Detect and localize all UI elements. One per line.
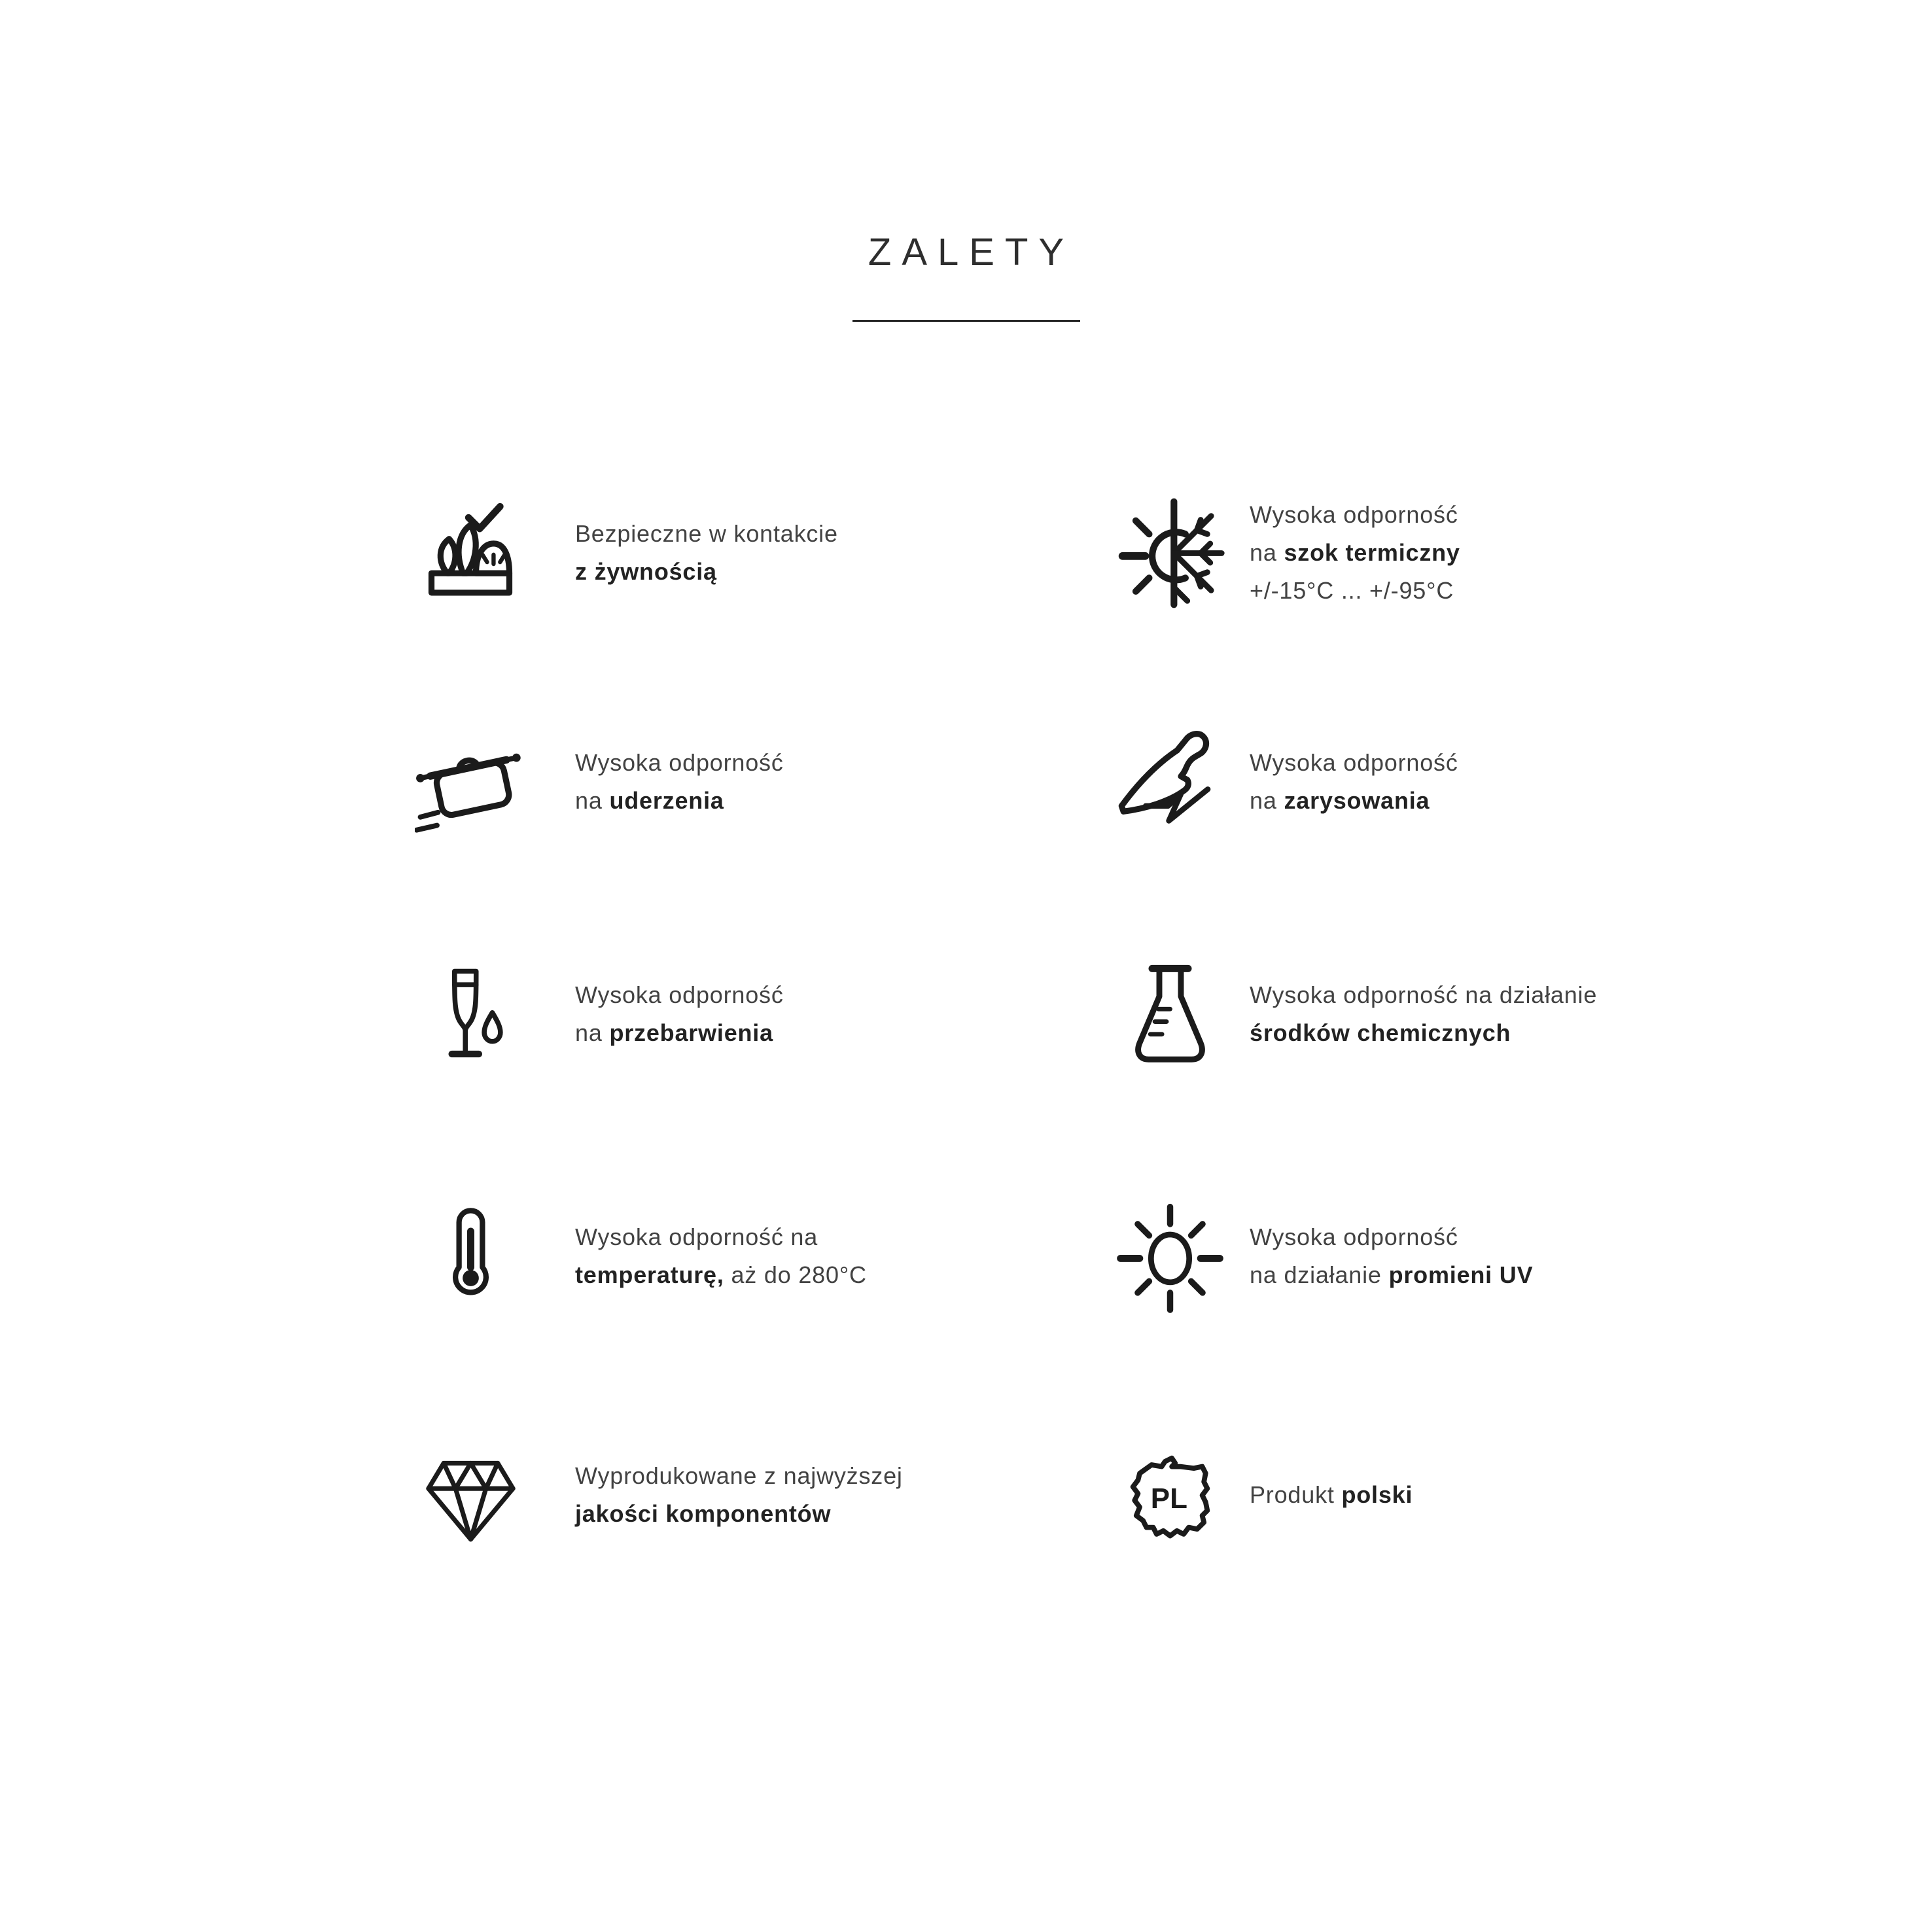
feature-item-scratch — [1112, 710, 1458, 854]
feature-text — [1250, 496, 1460, 610]
svg-text:PL: PL — [1150, 1482, 1187, 1515]
feature-line: Wysoka odporność — [1250, 501, 1458, 528]
food-safe-icon — [414, 497, 527, 608]
feature-text — [1250, 744, 1458, 820]
feature-item-impact — [414, 710, 784, 854]
chemical-flask-icon — [1112, 960, 1227, 1068]
feature-text — [575, 976, 784, 1052]
feature-line: z żywnością — [575, 558, 717, 585]
feature-text — [575, 1457, 903, 1533]
feature-text — [1250, 1476, 1413, 1514]
feature-text — [575, 1218, 867, 1294]
feature-line: Wysoka odporność — [575, 749, 784, 776]
feature-line: Wysoka odporność — [1250, 1223, 1458, 1250]
feature-line: temperaturę, aż do 280°C — [575, 1261, 867, 1288]
feature-line: na szok termiczny — [1250, 539, 1460, 566]
page-title: ZALETY — [868, 231, 1075, 273]
feature-text — [575, 744, 784, 820]
feature-line: na uderzenia — [575, 787, 724, 814]
feature-line: Wysoka odporność na — [575, 1223, 818, 1250]
feature-text — [1250, 1218, 1533, 1294]
feature-line: środków chemicznych — [1250, 1019, 1511, 1046]
feature-item-quality — [414, 1423, 903, 1567]
feature-line: na zarysowania — [1250, 787, 1430, 814]
feature-item-uv — [1112, 1184, 1533, 1328]
scratch-knife-icon — [1112, 726, 1227, 837]
feature-line: +/-15°C ... +/-95°C — [1250, 577, 1454, 604]
feature-text — [1250, 976, 1597, 1052]
feature-item-temperature — [414, 1184, 867, 1328]
title-divider — [852, 320, 1080, 322]
impact-pot-icon — [414, 726, 527, 837]
feature-item-polish-product — [1112, 1423, 1413, 1567]
feature-item-food-safe — [414, 481, 838, 625]
feature-line: Bezpieczne w kontakcie — [575, 520, 838, 547]
feature-item-chemical — [1112, 942, 1597, 1086]
feature-line: Wysoka odporność na działanie — [1250, 981, 1598, 1008]
feature-item-discoloration — [414, 942, 784, 1086]
feature-line: jakości komponentów — [575, 1500, 832, 1527]
feature-line: na przebarwienia — [575, 1019, 773, 1046]
feature-line: Wysoka odporność — [1250, 749, 1458, 776]
feature-text — [575, 515, 838, 591]
quality-diamond-icon — [414, 1445, 527, 1546]
thermal-shock-icon — [1112, 496, 1227, 610]
feature-line: Wyprodukowane z najwyższej — [575, 1462, 903, 1489]
feature-line: Wysoka odporność — [575, 981, 784, 1008]
temperature-thermometer-icon — [414, 1203, 527, 1310]
uv-sun-icon — [1112, 1199, 1227, 1314]
poland-map-icon — [1112, 1445, 1227, 1546]
feature-line: Produkt polski — [1250, 1481, 1413, 1508]
feature-item-thermal-shock — [1112, 481, 1460, 625]
discoloration-glass-icon — [414, 960, 527, 1068]
feature-line: na działanie promieni UV — [1250, 1261, 1534, 1288]
